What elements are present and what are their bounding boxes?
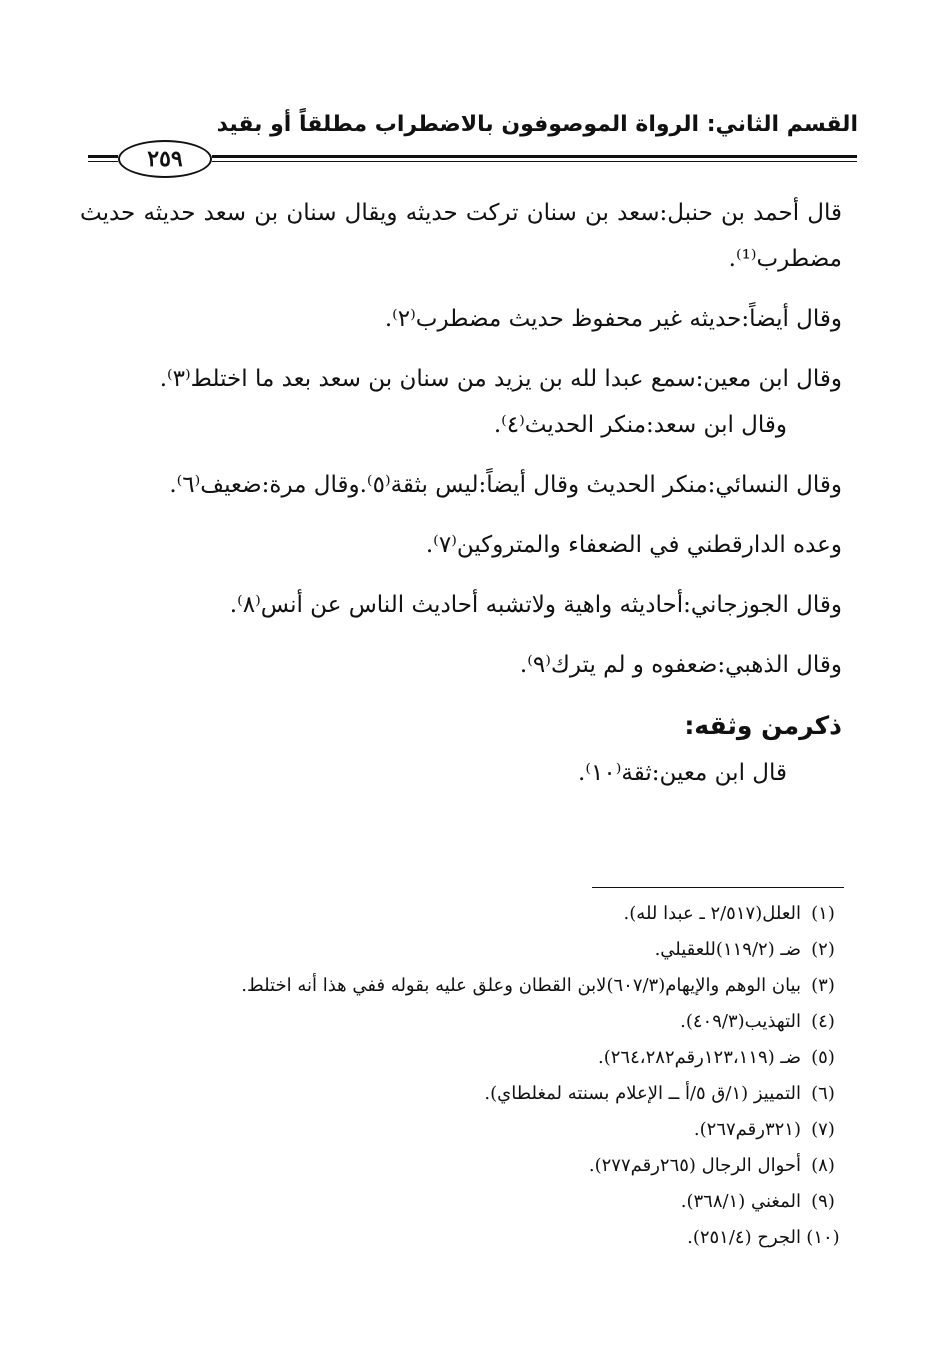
paragraph: وقال النسائي:منكر الحديث وقال أيضاً:ليس بثقة⁽٥⁾.وقال مرة:ضعيف⁽٦⁾.: [169, 472, 842, 498]
paragraph: وقال ابن معين:سمع عبدا لله بن يزيد من سنان بن سعد بعد ما اختلط⁽٣⁾.: [159, 366, 842, 392]
paragraph: وقال الجوزجاني:أحاديثه واهية ولاتشبه أحاديث الناس عن أنس⁽٨⁾.: [229, 592, 842, 618]
paragraph: قال أحمد بن حنبل:سعد بن سنان تركت حديثه ويقال سنان بن سعد حديثه حديث مضطرب⁽¹⁾.: [80, 200, 842, 272]
page-number: ٢٥٩: [118, 140, 212, 178]
footnote: [100, 1112, 845, 1148]
footnote: [100, 1220, 845, 1256]
footnote: [100, 968, 845, 1004]
footnotes: [100, 896, 845, 1256]
footnote: [100, 932, 845, 968]
paragraph: وقال ابن سعد:منكر الحديث⁽٤⁾.: [493, 412, 787, 438]
footnote-number: (٦): [811, 1083, 835, 1104]
footnote-text: ضـ (١٢٣،١١٩رقم٢٦٤،٢٨٢).: [598, 1047, 801, 1068]
footnote: [100, 1184, 845, 1220]
footnote-number: (٧): [811, 1119, 835, 1140]
footnote-number: (٩): [811, 1191, 835, 1212]
footnote-number: (٢): [811, 939, 835, 960]
footnote-text: (٣٢١رقم٢٦٧).: [693, 1119, 801, 1140]
footnote: [100, 1004, 845, 1040]
paragraph: وقال أيضاً:حديثه غير محفوظ حديث مضطرب⁽٢⁾.: [384, 306, 842, 332]
footnote-text: ضـ (١١٩/٢)للعقيلي.: [654, 939, 801, 960]
paragraph: وعده الدارقطني في الضعفاء والمتروكين⁽٧⁾.: [425, 532, 842, 558]
footnote-number: (٤): [811, 1011, 835, 1032]
footnote-text: العلل(٢/٥١٧ ـ عبدا لله).: [623, 903, 801, 924]
footnote: [100, 1148, 845, 1184]
footnote-text: بيان الوهم والإيهام(٦٠٧/٣)لابن القطان وعلق عليه بقوله ففي هذا أنه اختلط.: [241, 975, 801, 996]
footnote-number: (٣): [811, 975, 835, 996]
footnote-text: الجرح (٢٥١/٤).: [687, 1227, 801, 1248]
header-rule-right: [212, 155, 857, 165]
footnote: [100, 1076, 845, 1112]
running-header-title: القسم الثاني: الرواة الموصوفون بالاضطراب مطلقاً أو بقيد: [216, 112, 858, 137]
footnote: [100, 896, 845, 932]
paragraph: قال ابن معين:ثقة⁽١٠⁾.: [578, 760, 787, 786]
footnote: [100, 1040, 845, 1076]
footnote-text: أحوال الرجال (٢٦٥رقم٢٧٧).: [588, 1155, 801, 1176]
footnote-text: التهذيب(٤٠٩/٣).: [680, 1011, 801, 1032]
paragraph: وقال الذهبي:ضعفوه و لم يترك⁽٩⁾.: [519, 652, 842, 678]
footnote-number: (١): [811, 903, 835, 924]
footnote-text: المغني (٣٦٨/١).: [680, 1191, 801, 1212]
footnote-number: (١٠): [806, 1227, 840, 1248]
section-heading: ذكرمن وثقه:: [684, 711, 842, 740]
header-rule-left: [88, 155, 118, 165]
main-text: [80, 190, 842, 796]
footnote-separator: [592, 887, 844, 888]
footnote-number: (٥): [811, 1047, 835, 1068]
footnote-text: التمييز (١/ق ٥/أ ــ الإعلام بسنته لمغلطاي).: [484, 1083, 801, 1104]
footnote-number: (٨): [811, 1155, 835, 1176]
